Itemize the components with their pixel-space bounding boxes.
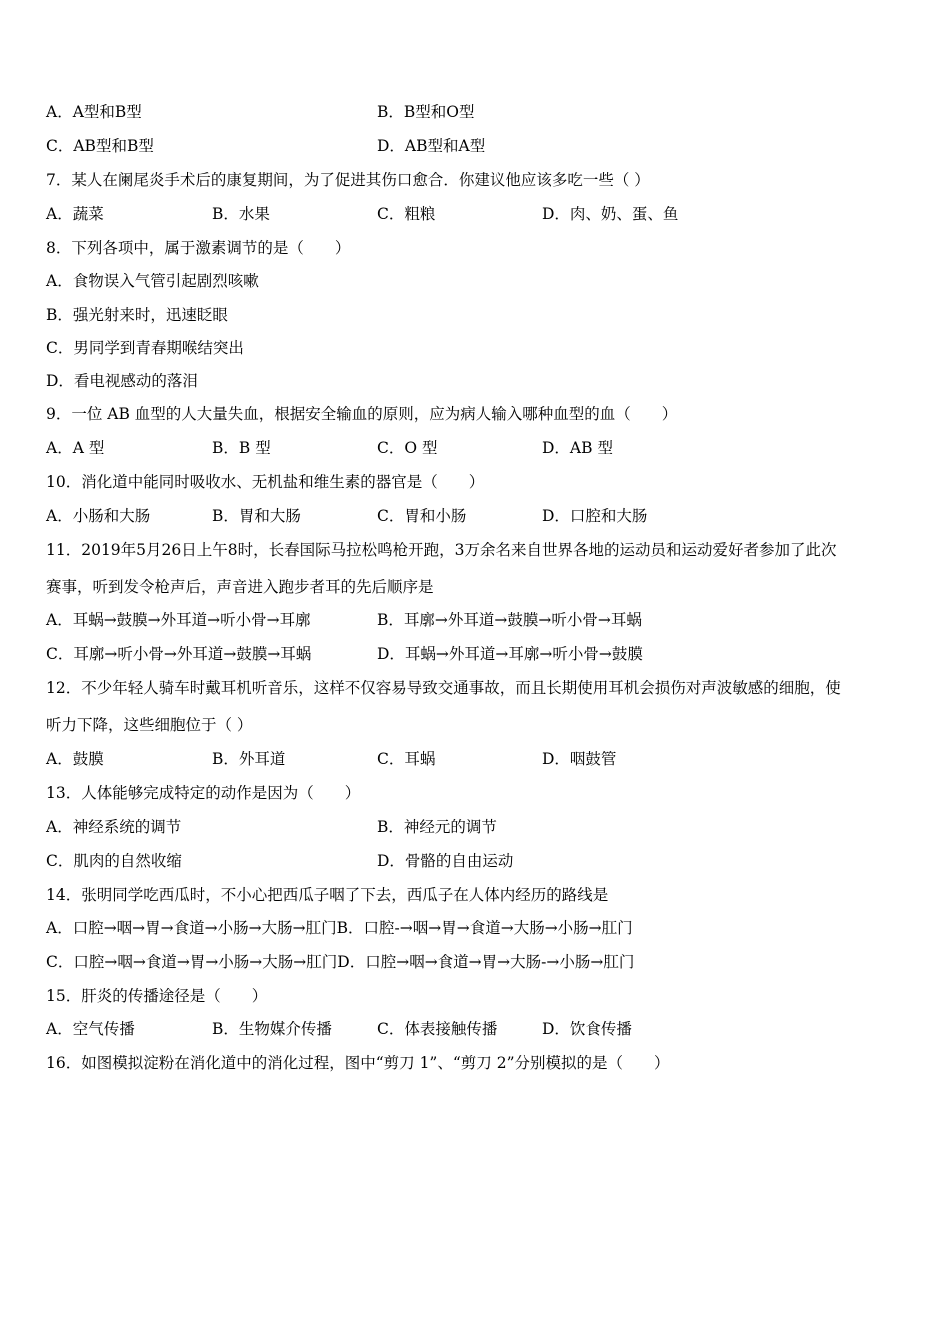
q12-stem-line-1: 12．不少年轻人骑车时戴耳机听音乐，这样不仅容易导致交通事故，而且长期使用耳机会损伤对声波敏感的细胞，使	[46, 679, 841, 697]
q9-option-d: D．AB 型	[542, 439, 613, 457]
q9-option-a: A．A 型	[46, 439, 105, 457]
q8-option-c: C．男同学到青春期喉结突出	[46, 339, 244, 357]
q9-stem: 9．一位 AB 血型的人大量失血，根据安全输血的原则，应为病人输入哪种血型的血（ ）	[46, 405, 678, 423]
q10-stem: 10．消化道中能同时吸收水、无机盐和维生素的器官是（ ）	[46, 473, 485, 491]
q7-option-a: A．蔬菜	[46, 205, 104, 223]
q15-option-b: B．生物媒介传播	[212, 1020, 332, 1038]
q11-option-c: C．耳廓→听小骨→外耳道→鼓膜→耳蜗	[46, 645, 312, 663]
q13-stem: 13．人体能够完成特定的动作是因为（ ）	[46, 784, 361, 802]
q15-stem: 15．肝炎的传播途径是（ ）	[46, 987, 268, 1005]
q12-option-c: C．耳蜗	[377, 750, 436, 768]
q15-option-d: D．饮食传播	[542, 1020, 632, 1038]
q8-option-d: D．看电视感动的落泪	[46, 372, 198, 390]
q6-option-a: A．A型和B型	[46, 103, 142, 121]
q12-option-b: B．外耳道	[212, 750, 286, 768]
q12-option-d: D．咽鼓管	[542, 750, 617, 768]
q13-option-c: C．肌肉的自然收缩	[46, 852, 182, 870]
q8-option-a: A．食物误入气管引起剧烈咳嗽	[46, 272, 259, 290]
q8-option-b: B．强光射来时，迅速眨眼	[46, 306, 228, 324]
q6-option-c: C．AB型和B型	[46, 137, 154, 155]
q11-option-b: B．耳廓→外耳道→鼓膜→听小骨→耳蜗	[377, 611, 642, 629]
q11-option-d: D．耳蜗→外耳道→耳廓→听小骨→鼓膜	[377, 645, 643, 663]
q7-stem: 7．某人在阑尾炎手术后的康复期间，为了促进其伤口愈合．你建议他应该多吃一些（ ）	[46, 171, 650, 189]
q12-option-a: A．鼓膜	[46, 750, 104, 768]
q15-option-c: C．体表接触传播	[377, 1020, 498, 1038]
q13-option-d: D．骨骼的自由运动	[377, 852, 514, 870]
q7-option-b: B．水果	[212, 205, 270, 223]
q10-option-c: C．胃和小肠	[377, 507, 467, 525]
q7-option-c: C．粗粮	[377, 205, 436, 223]
q10-option-b: B．胃和大肠	[212, 507, 301, 525]
q14-options-row-2: C．口腔→咽→食道→胃→小肠→大肠→肛门D．口腔→咽→食道→胃→大肠-→小肠→肛门	[46, 953, 635, 971]
q8-stem: 8．下列各项中，属于激素调节的是（ ）	[46, 239, 351, 257]
q11-stem-line-1: 11．2019年5月26日上午8时，长春国际马拉松鸣枪开跑，3万余名来自世界各地的运动员和运动爱好者参加了此次	[46, 541, 837, 559]
q10-option-d: D．口腔和大肠	[542, 507, 648, 525]
q16-stem: 16．如图模拟淀粉在消化道中的消化过程，图中“剪刀 1”、“剪刀 2”分别模拟的是（ ）	[46, 1054, 670, 1072]
q15-option-a: A．空气传播	[46, 1020, 135, 1038]
q6-option-d: D．AB型和A型	[377, 137, 486, 155]
q9-option-c: C．O 型	[377, 439, 438, 457]
q9-option-b: B．B 型	[212, 439, 271, 457]
q12-stem-line-2: 听力下降，这些细胞位于（ ）	[46, 716, 253, 734]
q7-option-d: D．肉、奶、蛋、鱼	[542, 205, 679, 223]
q14-stem: 14．张明同学吃西瓜时，不小心把西瓜子咽了下去，西瓜子在人体内经历的路线是	[46, 886, 609, 904]
q13-option-a: A．神经系统的调节	[46, 818, 182, 836]
q11-option-a: A．耳蜗→鼓膜→外耳道→听小骨→耳廓	[46, 611, 311, 629]
q14-options-row-1: A．口腔→咽→胃→食道→小肠→大肠→肛门B．口腔-→咽→胃→食道→大肠→小肠→肛门	[46, 919, 633, 937]
q11-stem-line-2: 赛事，听到发令枪声后，声音进入跑步者耳的先后顺序是	[46, 578, 434, 596]
q6-option-b: B．B型和O型	[377, 103, 475, 121]
q10-option-a: A．小肠和大肠	[46, 507, 151, 525]
q13-option-b: B．神经元的调节	[377, 818, 497, 836]
